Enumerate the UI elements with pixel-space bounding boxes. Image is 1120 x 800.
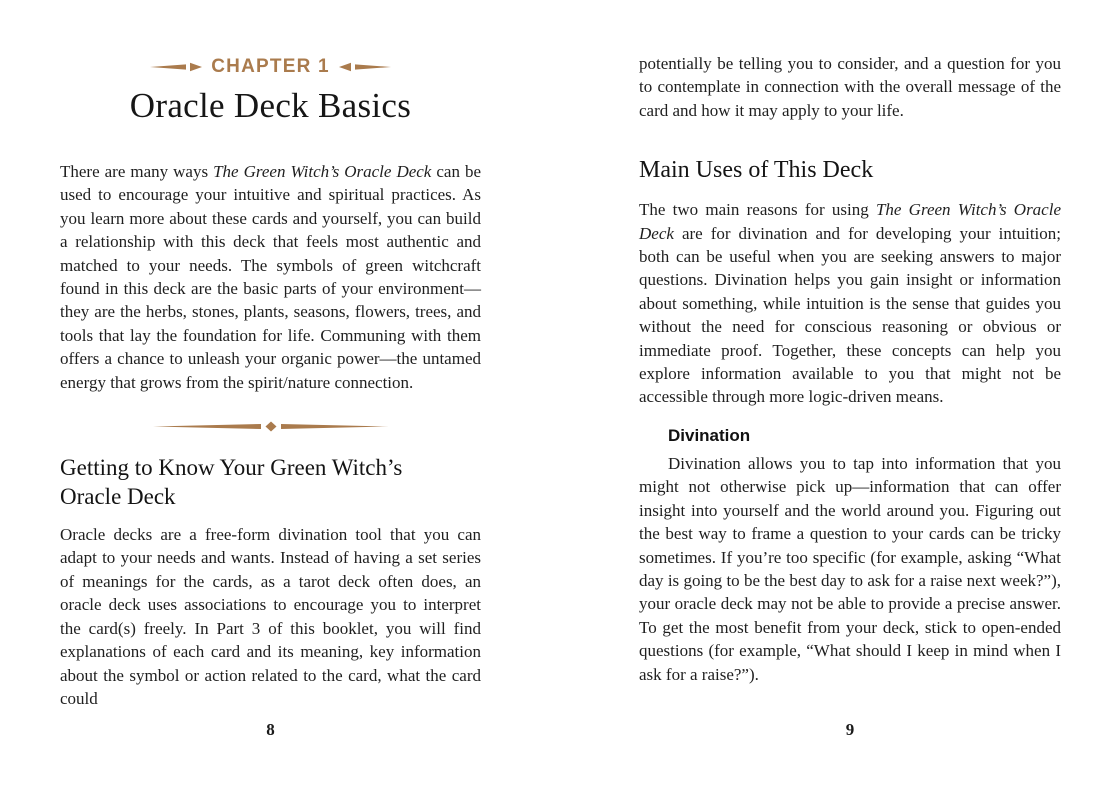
chapter-title: Oracle Deck Basics: [129, 86, 412, 125]
section-heading-line-2: Oracle Deck: [60, 484, 176, 510]
section-paragraph: Oracle decks are a free-form divination tool that you can adapt to your needs and wants. Instead of having a set series of meanings for the cards, as a tarot deck often does, an oracle deck uses associations to encourage you to interpret the card(s) freely. In Part 3 of this booklet, you will find explanations of each card and its meaning, key information about the symbol or action related to the card, what the card could: [60, 525, 481, 708]
right-page: [639, 0, 1061, 800]
chapter-label: CHAPTER 1: [211, 56, 330, 77]
divination-paragraph: Divination allows you to tap into information that you might not otherwise pick up—information that can offer insight into yourself and the world around you. Figuring out the best way to frame a question to your cards can be tricky sometimes. If you’re too specific (for example, asking “What day is going to be the best day to ask for a raise next week?”), your oracle deck may not be able to provide a precise answer. To get the most benefit from your deck, stick to open-ended questions (for example, “What should I keep in mind when I ask for a raise?”).: [639, 453, 1061, 684]
page-number-right: 9: [845, 720, 855, 739]
left-page: [60, 0, 481, 800]
intro-paragraph: There are many ways The Green Witch’s Oracle Deck can be used to encourage your intuitive and spiritual practices. As you learn more about these cards and yourself, you can build a relationship with this deck that feels most authentic and matched to your needs. The symbols of green witchcraft found in this deck are the basic parts of your environment—they are the herbs, stones, plants, seasons, flowers, trees, and tools that lay the foundation for life. Communing with them offers a chance to unleash your organic power—the untamed energy that grows from the spirit/nature connection.: [60, 162, 481, 392]
chapter-header: [60, 56, 481, 78]
continuation-paragraph: potentially be telling you to consider, and a question for you to contemplate in connection with the overall message of the card and how it may apply to your life.: [639, 54, 1061, 120]
main-uses-paragraph: The two main reasons for using The Green Witch’s Oracle Deck are for divination and for developing your intuition; both can be useful when you are seeking answers to major questions. Divination helps you gain insight or information about something, while intuition is the sense that guides you without the need for conscious reasoning or obvious or immediate proof. Together, these concepts can help you explore information available to you that might not be accessible through more logic-driven means.: [639, 200, 1062, 407]
subsection-heading-divination: Divination: [668, 425, 751, 445]
section-heading-getting-to-know: [60, 453, 481, 511]
section-divider-icon: [60, 420, 481, 433]
chapter-arrow-left-icon: [150, 61, 202, 73]
section-heading-main-uses: Main Uses of This Deck: [639, 157, 874, 184]
chapter-arrow-right-icon: [339, 61, 391, 73]
section-heading-line-1: Getting to Know Your Green Witch’s: [60, 455, 403, 481]
page-number-left: 8: [266, 720, 275, 739]
